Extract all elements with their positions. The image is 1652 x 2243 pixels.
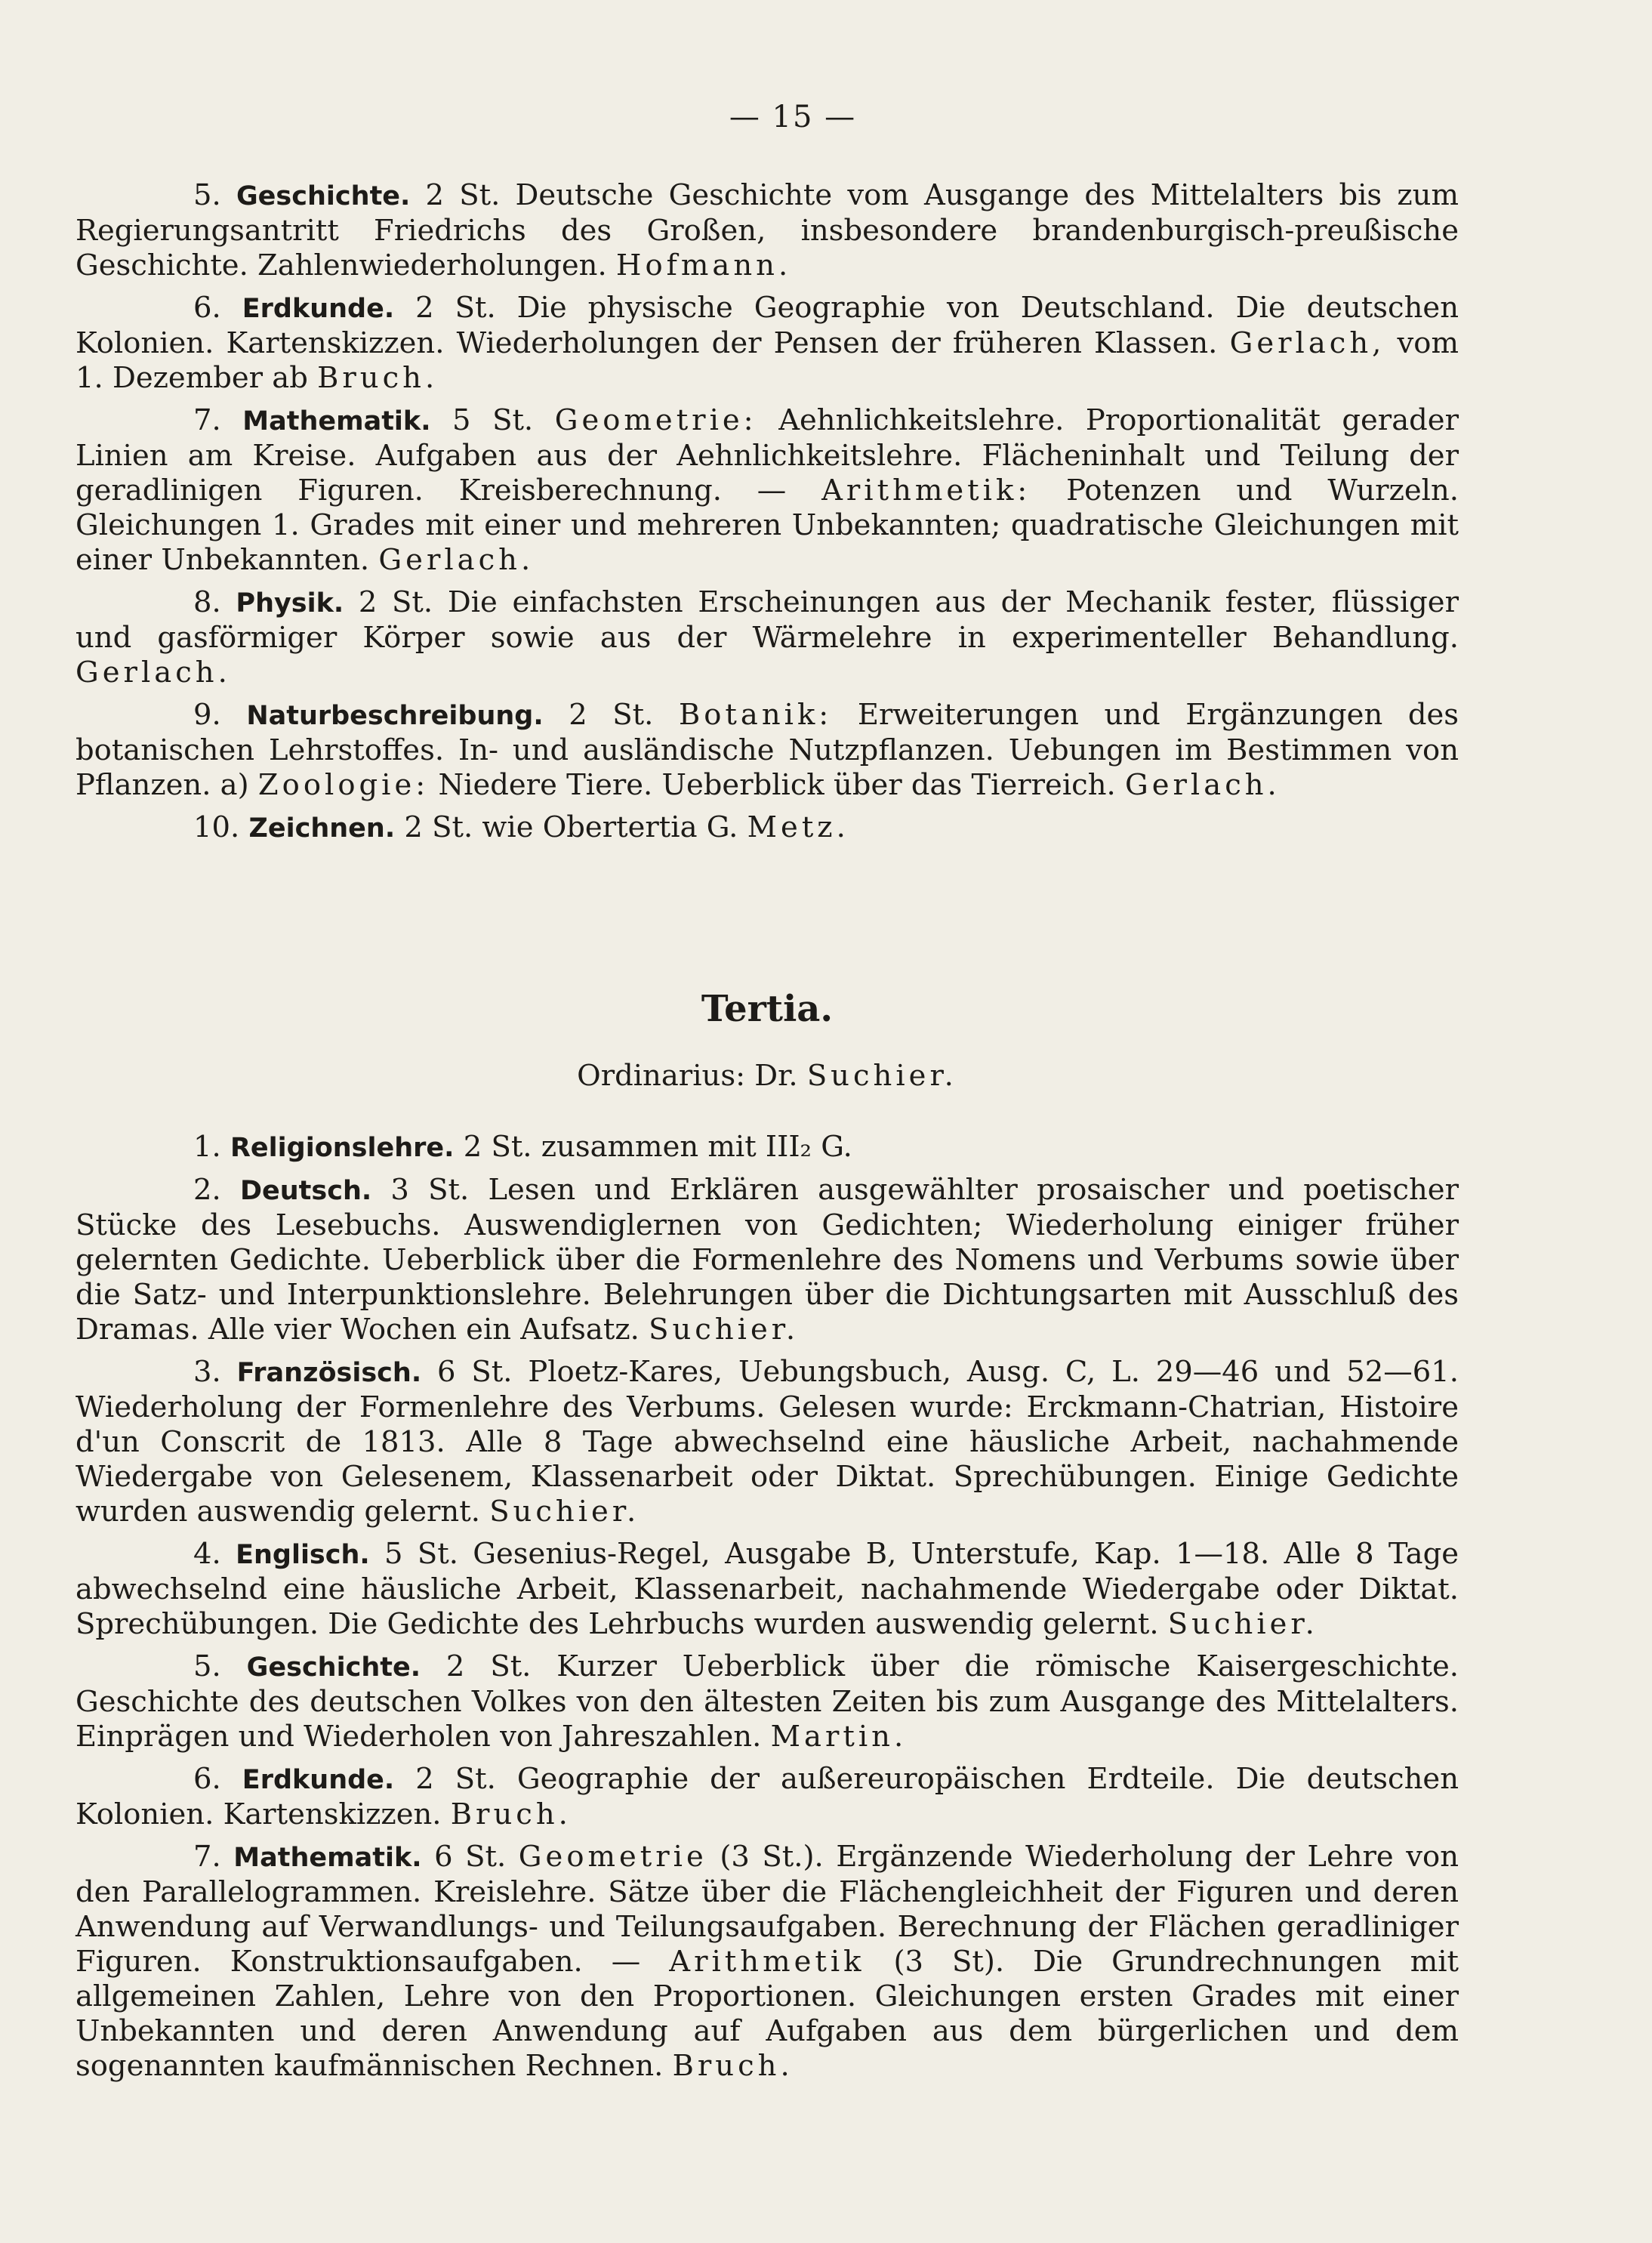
subject-number: 2.	[193, 1173, 221, 1207]
upper-curriculum-section	[76, 178, 1459, 853]
subject-title: Naturbeschreibung.	[246, 701, 544, 731]
spaced-emphasis: Gerlach.	[378, 543, 535, 577]
spaced-emphasis: Metz.	[747, 810, 849, 844]
subject-entry	[76, 1173, 1459, 1347]
ordinarius-label: Ordinarius: Dr.	[577, 1059, 807, 1093]
subject-title: Geschichte.	[246, 1652, 421, 1683]
subject-number: 7.	[193, 403, 221, 437]
spaced-emphasis: Arithmetik	[669, 1945, 865, 1979]
subject-title: Französisch.	[236, 1358, 422, 1388]
subject-entry	[76, 178, 1459, 283]
body-text: 2 St. Die physische Geographie von Deutschland. Die deutschen Kolonien. Kartenskizzen. Wiederholungen der Pensen der früheren Klassen.	[76, 291, 1459, 360]
body-text: (3 St.). Ergänzende Wiederholung der Lehre von den Parallelogrammen. Kreislehre. Sätze über die Flächengleichheit der Figuren und deren Anwendung auf Verwandlungs- und Teilungsaufgaben. Berechnung der Flächen geradliniger Figuren. Konstruktionsaufgaben. —	[76, 1840, 1459, 1979]
subject-title: Religionslehre.	[230, 1133, 455, 1163]
body-text: (3 St). Die Grundrechnungen mit allgemeinen Zahlen, Lehre von den Proportionen. Gleichungen ersten Grades mit einer Unbekannten und deren Anwendung auf Aufgaben aus dem bürgerlichen und dem sogenannten kaufmännischen Rechnen.	[76, 1945, 1459, 2083]
subject-number: 10.	[193, 810, 240, 844]
spaced-emphasis: Geometrie	[518, 1840, 707, 1874]
body-text: vom 1. Dezember ab	[76, 326, 1459, 395]
body-text: 2 St. Deutsche Geschichte vom Ausgange des Mittelalters bis zum Regierungsantritt Friedrichs des Großen, insbesondere brandenburgisch-preußische Geschichte. Zahlenwiederholungen.	[76, 178, 1459, 282]
spaced-emphasis: Gerlach.	[1124, 768, 1281, 802]
ordinarius-line	[76, 1059, 1459, 1093]
body-text: 5 St.	[430, 403, 555, 437]
tertia-curriculum-section	[76, 1130, 1459, 2091]
body-text: 2 St.	[543, 698, 679, 732]
subject-entry	[76, 585, 1459, 690]
spaced-emphasis: Bruch.	[450, 1797, 572, 1831]
spaced-emphasis: Martin.	[770, 1720, 908, 1754]
body-text: Potenzen und Wurzeln. Gleichungen 1. Grades mit einer und mehreren Unbekannten; quadratische Gleichungen mit einer Unbekannten.	[76, 474, 1459, 577]
subject-number: 6.	[193, 1762, 221, 1796]
spaced-emphasis: Arithmetik:	[821, 474, 1031, 508]
subject-title: Erdkunde.	[242, 294, 395, 324]
subject-entry	[76, 1537, 1459, 1642]
spaced-emphasis: Gerlach.	[76, 656, 231, 690]
subject-entry	[76, 1762, 1459, 1832]
body-text: 2 St. Die einfachsten Erscheinungen aus der Mechanik fester, flüssiger und gasförmiger Körper sowie aus der Wärmelehre in experimenteller Behandlung.	[76, 585, 1459, 655]
spaced-emphasis: Suchier.	[489, 1495, 640, 1529]
ordinarius-name: Suchier.	[806, 1059, 957, 1093]
subject-entry	[76, 810, 1459, 846]
subject-number: 5.	[193, 1649, 221, 1683]
subject-title: Geschichte.	[236, 181, 411, 211]
spaced-emphasis: Hofmann.	[615, 248, 792, 282]
subject-number: 6.	[193, 291, 221, 325]
body-text: 2 St. wie Obertertia G.	[395, 810, 747, 844]
subject-number: 9.	[193, 698, 221, 732]
body-text: 6 St.	[421, 1840, 519, 1874]
subject-number: 8.	[193, 585, 221, 619]
body-text: 2 St. Kurzer Ueberblick über die römische Kaisergeschichte. Geschichte des deutschen Volkes von den ältesten Zeiten bis zum Ausgange des Mittelalters. Einprägen und Wiederholen von Jahreszahlen.	[76, 1649, 1459, 1754]
subject-number: 5.	[193, 178, 221, 212]
subject-title: Englisch.	[236, 1540, 370, 1570]
spaced-emphasis: Zoologie:	[257, 768, 430, 802]
subject-entry	[76, 698, 1459, 803]
body-text: 2 St. zusammen mit III₂ G.	[454, 1130, 852, 1164]
subject-number: 3.	[193, 1355, 221, 1389]
spaced-emphasis: Botanik:	[678, 698, 833, 732]
subject-title: Zeichnen.	[248, 813, 396, 844]
spaced-emphasis: Bruch.	[672, 2049, 794, 2083]
subject-entry	[76, 1840, 1459, 2084]
spaced-emphasis: Bruch.	[317, 361, 439, 395]
body-text: 2 St. Geographie der außereuropäischen Erdteile. Die deutschen Kolonien. Kartenskizzen.	[76, 1762, 1459, 1831]
body-text: 6 St. Ploetz-Kares, Uebungsbuch, Ausg. C, L. 29—46 und 52—61. Wiederholung der Formenlehre des Verbums. Gelesen wurde: Erckmann-Chatrian, Histoire d'un Conscrit de 1813. Alle 8 Tage abwechselnd eine häusliche Arbeit, nachahmende Wiedergabe von Gelesenem, Klassenarbeit oder Diktat. Sprechübungen. Einige Gedichte wurden auswendig gelernt.	[76, 1355, 1459, 1529]
body-text: Aehnlichkeitslehre. Proportionalität gerader Linien am Kreise. Aufgaben aus der Aehnlichkeitslehre. Flächeninhalt und Teilung der geradlinigen Figuren. Kreisberechnung. —	[76, 403, 1459, 508]
subject-entry	[76, 403, 1459, 578]
spaced-emphasis: Suchier.	[1167, 1607, 1318, 1641]
body-text: 3 St. Lesen und Erklären ausgewählter prosaischer und poetischer Stücke des Lesebuchs. Auswendiglernen von Gedichten; Wiederholung einiger früher gelernten Gedichte. Ueberblick über die Formenlehre des Nomens und Verbums sowie über die Satz- und Interpunktionslehre. Belehrungen über die Dichtungsarten mit Ausschluß des Dramas. Alle vier Wochen ein Aufsatz.	[76, 1173, 1459, 1347]
body-text: Niedere Tiere. Ueberblick über das Tierreich.	[429, 768, 1125, 802]
subject-number: 4.	[193, 1537, 221, 1571]
subject-number: 7.	[193, 1840, 221, 1874]
subject-entry	[76, 1649, 1459, 1754]
subject-title: Mathematik.	[242, 406, 431, 437]
subject-title: Mathematik.	[233, 1843, 422, 1873]
body-text: Erweiterungen und Ergänzungen des botanischen Lehrstoffes. In- und ausländische Nutzpflanzen. Uebungen im Bestimmen von Pflanzen. a)	[76, 698, 1459, 802]
subject-entry	[76, 1355, 1459, 1529]
subject-number: 1.	[193, 1130, 221, 1164]
subject-entry	[76, 291, 1459, 396]
section-heading-tertia: Tertia.	[701, 988, 834, 1030]
spaced-emphasis: Suchier.	[649, 1313, 800, 1347]
spaced-emphasis: Gerlach,	[1229, 326, 1385, 360]
subject-title: Erdkunde.	[242, 1765, 395, 1795]
subject-title: Deutsch.	[239, 1176, 372, 1206]
body-text: 5 St. Gesenius-Regel, Ausgabe B, Unterstufe, Kap. 1—18. Alle 8 Tage abwechselnd eine häusliche Arbeit, Klassenarbeit, nachahmende Wiedergabe oder Diktat. Sprechübungen. Die Gedichte des Lehrbuchs wurden auswendig gelernt.	[76, 1537, 1459, 1641]
page-number: — 15 —	[729, 100, 857, 134]
spaced-emphasis: Geometrie:	[554, 403, 757, 437]
subject-entry	[76, 1130, 1459, 1165]
subject-title: Physik.	[236, 588, 344, 619]
